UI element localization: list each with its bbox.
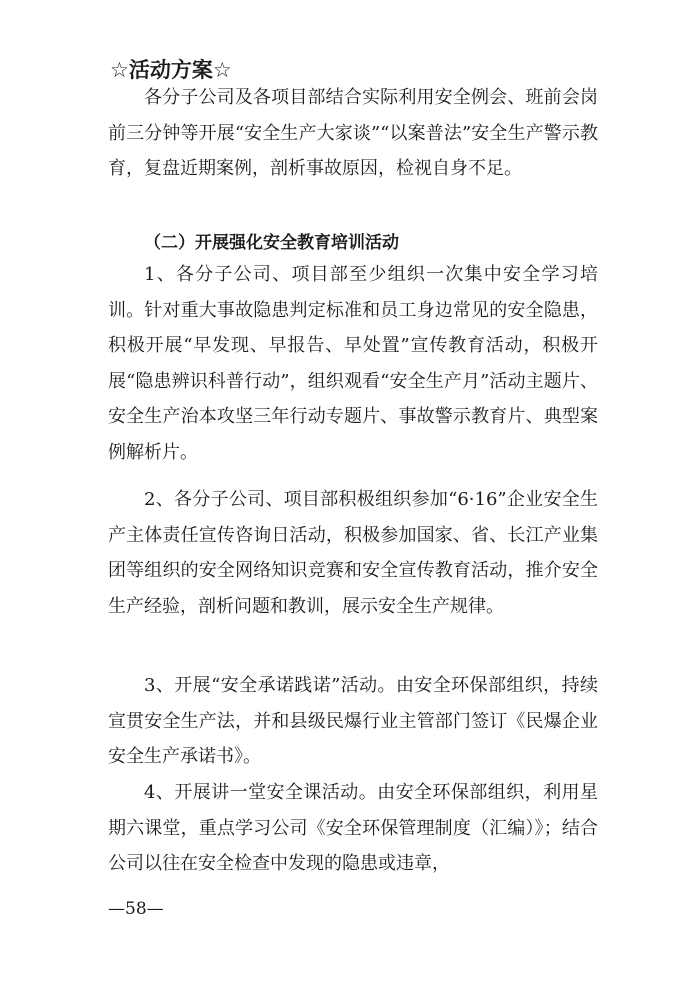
paragraph-item-2 xyxy=(108,482,598,624)
paragraph-text: 2、各分子公司、项目部积极组织参加“6·16”企业安全生产主体责任宣传咨询日活动，积极参加国家、省、长江产业集团等组织的安全网络知识竞赛和安全宣传教育活动，推介安全生产经验，剖析问题和教训，展示安全生产规律。 xyxy=(108,489,598,617)
page-number: —58— xyxy=(108,899,164,919)
paragraph-text: 4、开展讲一堂安全课活动。由安全环保部组织，利用星期六课堂，重点学习公司《安全环保管理制度（汇编）》；结合公司以往在安全检查中发现的隐患或违章， xyxy=(108,782,598,874)
paragraph-item-4 xyxy=(108,775,598,882)
paragraph-text: 1、各分子公司、项目部至少组织一次集中安全学习培训。针对重大事故隐患判定标准和员工身边常见的安全隐患，积极开展“早发现、早报告、早处置”宣传教育活动，积极开展“隐患辨识科普行动”，组织观看“安全生产月”活动主题片、安全生产治本攻坚三年行动专题片、事故警示教育片、典型案例解析片。 xyxy=(108,264,598,463)
paragraph-safety-talk xyxy=(108,80,598,187)
page-header: ☆活动方案☆ xyxy=(110,58,232,82)
paragraph-item-1 xyxy=(108,257,598,470)
paragraph-text: 3、开展“安全承诺践诺”活动。由安全环保部组织，持续宣贯安全生产法，并和县级民爆行业主管部门签订《民爆企业安全生产承诺书》。 xyxy=(108,675,598,767)
paragraph-text: 各分子公司及各项目部结合实际利用安全例会、班前会岗前三分钟等开展“安全生产大家谈”“以案普法”安全生产警示教育，复盘近期案例，剖析事故原因，检视自身不足。 xyxy=(108,87,598,179)
paragraph-item-3 xyxy=(108,668,598,775)
section-heading: （二）开展强化安全教育培训活动 xyxy=(144,233,399,253)
